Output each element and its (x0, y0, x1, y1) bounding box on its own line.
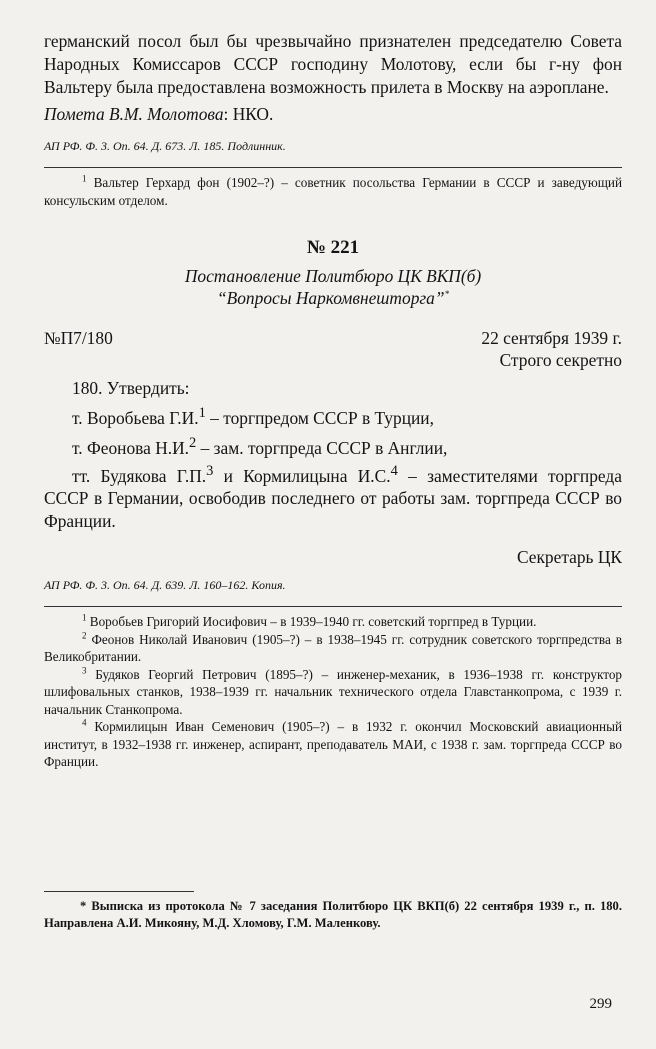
protocol-date-row (44, 327, 622, 349)
footnote-item: $^4$ Кормилицын Иван Семенович (1905–?) – в 1932 г. окончил Московский авиационный институт, в 1932–1938 гг. инженер, аспирант, преподаватель МАИ, с 1938 г. зам. торгпреда СССР во Франции. (44, 718, 623, 770)
footnote-text: Вальтер Герхард фон (1902–?) – советник посольства Германии в СССР и заведующий консульским отделом. (44, 175, 622, 208)
archive-reference-top: АП РФ. Ф. 3. Оп. 64. Д. 673. Л. 185. Подлинник. (44, 139, 286, 153)
signer: Секретарь ЦК (516, 547, 622, 568)
extract-footnote: * Выписка из протокола № 7 заседания Политбюро ЦК ВКП(б) 22 сентября 1939 г., п. 180. Направлена А.И. Микояну, М.Д. Хломову, Г.М. Маленкову. (44, 898, 622, 930)
document-page (44, 30, 622, 932)
footnote-top (44, 174, 622, 209)
note-label: Помета В.М. Молотова (44, 104, 224, 124)
fn-mark-3: 3 (206, 462, 214, 479)
bottom-footnote-divider (44, 891, 194, 892)
footnote-mark: 1 (82, 173, 87, 184)
secrecy-mark: Строго секретно (499, 350, 622, 370)
title-line-1: Постановление Политбюро ЦК ВКП(б) (184, 266, 482, 286)
footnote-divider-top (44, 167, 622, 168)
appointment-line-1: т. Воробьева Г.И.$^1$ – торгпредом СССР в Турции, (72, 405, 434, 428)
protocol-number: №П7/180 (44, 328, 113, 348)
molotov-note (44, 103, 622, 126)
document-title (44, 265, 622, 309)
appointment-line-2: т. Феонова Н.И.$^2$ – зам. торгпреда СССР в Англии, (72, 434, 448, 458)
fn-mark-4: 4 (390, 462, 398, 479)
title-footnote-mark: * (444, 289, 450, 300)
document-date: 22 сентября 1939 г. (481, 328, 622, 348)
footnote-item: $^1$ Воробьев Григорий Иосифович – в 1939–1940 гг. советский торгпред в Турции. (82, 613, 537, 630)
appointment-line-3: тт. Будякова Г.П.$^3$ и Кормилицына И.С.$^4$ – заместителями торгпреда СССР в Германии, освободив последнего от работы зам. торгпреда СССР во Франции. (44, 462, 622, 532)
title-line-2: “Вопросы Наркомвнешторга”* (216, 288, 450, 308)
fn-mark-1: 1 (198, 405, 206, 421)
resolution-body (44, 377, 622, 533)
continuation-text: германский посол был бы чрезвычайно признателен председателю Совета Народных Комиссаров СССР господину Молотову, если бы г-ну фон Вальтеру была предоставлена возможность прилета в Москву на аэроплане. (44, 31, 622, 97)
archive-reference: АП РФ. Ф. 3. Оп. 64. Д. 639. Л. 160–162. Копия. (44, 578, 286, 593)
resolution-item: 180. Утвердить: (72, 378, 190, 398)
footnote-item: $^2$ Феонов Николай Иванович (1905–?) – в 1938–1945 гг. сотрудник советского торгпредства в Великобритании. (44, 630, 623, 665)
note-value: : НКО. (223, 104, 274, 124)
document-number: № 221 (306, 237, 360, 258)
footnote-item: $^3$ Будяков Георгий Петрович (1895–?) – инженер-механик, в 1936–1938 гг. конструктор шлифовальных станков, 1938–1939 гг. начальник технического отдела Главстанкопрома, с 1939 г. начальник Станкопрома. (44, 665, 623, 717)
fn-mark-2: 2 (189, 434, 197, 451)
page-number: 299 (589, 996, 612, 1012)
footnote-divider (44, 606, 622, 607)
